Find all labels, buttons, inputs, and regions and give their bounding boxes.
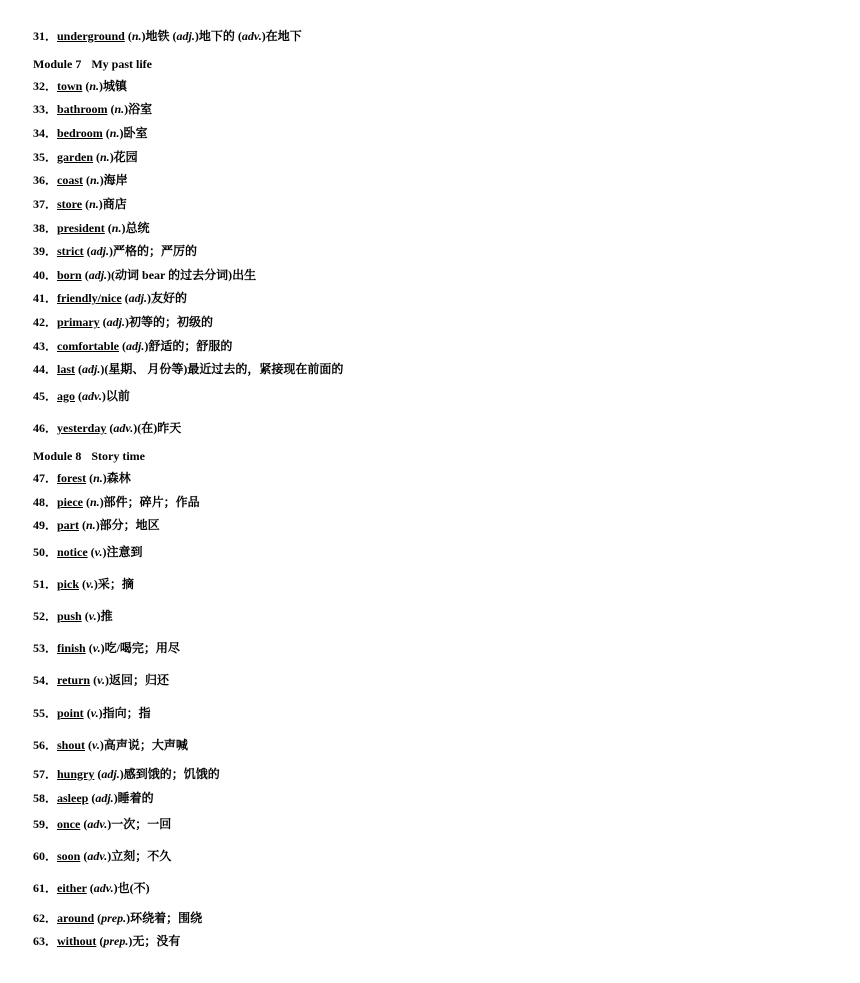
- entry-definition: [83, 495, 200, 509]
- vocab-entry: [33, 640, 180, 656]
- definition-text: )立刻；不久: [107, 849, 172, 863]
- entry-definition: [119, 339, 232, 353]
- definition-text: (: [83, 706, 91, 720]
- definition-text: (: [83, 173, 90, 187]
- entry-definition: [86, 641, 180, 655]
- vocab-entry: [33, 220, 149, 236]
- entry-definition: [125, 29, 302, 43]
- entry-word: underground: [57, 29, 125, 43]
- definition-text: )森林: [102, 471, 131, 485]
- definition-text: )也(不): [113, 881, 150, 895]
- entry-word: without: [57, 934, 97, 948]
- entry-word: either: [57, 881, 87, 895]
- entry-definition: [100, 315, 213, 329]
- definition-text: (: [107, 102, 115, 116]
- entry-definition: [82, 609, 113, 623]
- entry-number: 38．: [33, 221, 58, 235]
- entry-word: hungry: [57, 767, 95, 781]
- entry-definition: [83, 173, 128, 187]
- entry-word: store: [57, 197, 83, 211]
- definition-text: )卧室: [119, 126, 148, 140]
- entry-number: 59．: [33, 817, 58, 831]
- entry-definition: [107, 102, 152, 116]
- vocab-entry: [33, 672, 169, 688]
- entry-definition: [80, 849, 171, 863]
- definition-text: (: [118, 339, 126, 353]
- entry-word: coast: [57, 173, 83, 187]
- part-of-speech: adj.: [176, 29, 195, 43]
- entry-definition: [88, 545, 143, 559]
- entry-word: president: [57, 221, 105, 235]
- part-of-speech: n.: [89, 79, 100, 93]
- definition-text: (: [83, 244, 91, 258]
- entry-number: 37．: [33, 197, 58, 211]
- entry-definition: [90, 673, 169, 687]
- definition-text: )总统: [121, 221, 150, 235]
- entry-definition: [82, 197, 127, 211]
- entry-definition: [94, 911, 202, 925]
- vocab-entry: [33, 470, 131, 486]
- part-of-speech: n.: [93, 471, 103, 485]
- entry-definition: [122, 291, 187, 305]
- entry-definition: [96, 934, 180, 948]
- definition-text: (: [86, 881, 94, 895]
- part-of-speech: n.: [90, 173, 100, 187]
- entry-word: yesterday: [57, 421, 107, 435]
- part-of-speech: n.: [100, 150, 110, 164]
- entry-definition: [103, 126, 148, 140]
- vocab-entry: [33, 544, 143, 560]
- vocab-entry: [33, 790, 154, 806]
- definition-text: )友好的: [147, 291, 188, 305]
- part-of-speech: adv.: [113, 421, 134, 435]
- vocab-entry: [33, 880, 150, 896]
- vocab-entry: [33, 196, 127, 212]
- entry-number: 60．: [33, 849, 58, 863]
- entry-word: forest: [57, 471, 87, 485]
- definition-text: )城镇: [99, 79, 128, 93]
- definition-text: (: [90, 673, 98, 687]
- part-of-speech: adj.: [128, 291, 148, 305]
- definition-text: )指向；指: [98, 706, 151, 720]
- definition-text: (: [88, 791, 96, 805]
- vocab-entry: [33, 737, 188, 753]
- part-of-speech: n.: [111, 221, 122, 235]
- entry-number: 61．: [33, 881, 58, 895]
- definition-text: (: [80, 817, 88, 831]
- definition-text: )以前: [101, 389, 130, 403]
- entry-word: asleep: [57, 791, 89, 805]
- part-of-speech: adv.: [87, 849, 108, 863]
- entry-definition: [80, 817, 171, 831]
- part-of-speech: adj.: [95, 791, 114, 805]
- entry-number: 42．: [33, 315, 58, 329]
- definition-text: )(星期、 月份等)最近过去的，紧接现在前面的: [100, 362, 344, 376]
- part-of-speech: adv.: [82, 389, 102, 403]
- vocab-entry: [33, 910, 202, 926]
- entry-number: 62．: [33, 911, 58, 925]
- part-of-speech: v.: [97, 673, 105, 687]
- vocab-entry: [33, 361, 343, 377]
- vocab-entry: [33, 576, 134, 592]
- entry-definition: [106, 421, 181, 435]
- entry-word: push: [57, 609, 82, 623]
- entry-number: 45．: [33, 389, 58, 403]
- definition-text: )采；摘: [93, 577, 134, 591]
- entry-definition: [75, 362, 343, 376]
- entry-number: 48．: [33, 495, 58, 509]
- definition-text: )(动词 bear 的过去分词)出生: [107, 268, 257, 282]
- module-title: Story time: [91, 449, 145, 463]
- part-of-speech: prep.: [103, 934, 129, 948]
- entry-number: 58．: [33, 791, 58, 805]
- part-of-speech: adj.: [88, 268, 108, 282]
- vocab-entry: [33, 172, 128, 188]
- entry-number: 31．: [33, 29, 58, 43]
- definition-text: )推: [96, 609, 113, 623]
- definition-text: )地下的 (: [194, 29, 242, 43]
- definition-text: (: [79, 577, 87, 591]
- entry-definition: [82, 79, 127, 93]
- definition-text: (: [86, 471, 94, 485]
- entry-word: shout: [57, 738, 86, 752]
- part-of-speech: v.: [88, 609, 97, 623]
- definition-text: (: [104, 221, 112, 235]
- vocab-entry: [33, 494, 200, 510]
- module-label: Module 8: [33, 449, 82, 463]
- vocab-entry: [33, 388, 130, 404]
- definition-text: (: [75, 389, 82, 403]
- definition-text: )环绕着；围绕: [126, 911, 203, 925]
- definition-text: )地铁 (: [141, 29, 177, 43]
- entry-word: primary: [57, 315, 100, 329]
- definition-text: (: [106, 421, 114, 435]
- vocab-entry: [33, 816, 171, 832]
- module-label: Module 7: [33, 57, 82, 71]
- definition-text: (: [96, 934, 104, 948]
- entry-word: last: [57, 362, 75, 376]
- part-of-speech: n.: [89, 197, 99, 211]
- entry-definition: [75, 389, 130, 403]
- definition-text: (: [121, 291, 129, 305]
- entry-word: notice: [57, 545, 88, 559]
- entry-number: 52．: [33, 609, 58, 623]
- definition-text: )海岸: [99, 173, 128, 187]
- part-of-speech: n.: [109, 126, 120, 140]
- module-heading: [33, 56, 152, 72]
- part-of-speech: adv.: [93, 881, 114, 895]
- entry-number: 57．: [33, 767, 58, 781]
- part-of-speech: n.: [86, 518, 96, 532]
- entry-number: 33．: [33, 102, 58, 116]
- definition-text: )一次；一回: [107, 817, 172, 831]
- definition-text: (: [87, 545, 95, 559]
- definition-text: )浴室: [124, 102, 153, 116]
- definition-text: )无；没有: [128, 934, 181, 948]
- vocab-entry: [33, 420, 181, 436]
- definition-text: )注意到: [102, 545, 143, 559]
- part-of-speech: v.: [94, 545, 103, 559]
- part-of-speech: adj.: [82, 362, 101, 376]
- part-of-speech: adv.: [241, 29, 262, 43]
- vocab-entry: [33, 78, 127, 94]
- entry-definition: [93, 150, 138, 164]
- vocab-entry: [33, 28, 302, 44]
- definition-text: (: [99, 315, 107, 329]
- entry-word: bedroom: [57, 126, 103, 140]
- entry-word: piece: [57, 495, 83, 509]
- entry-number: 41．: [33, 291, 58, 305]
- entry-number: 35．: [33, 150, 58, 164]
- entry-number: 47．: [33, 471, 58, 485]
- definition-text: )舒适的；舒服的: [144, 339, 233, 353]
- definition-text: )感到饿的；饥饿的: [119, 767, 220, 781]
- entry-number: 43．: [33, 339, 58, 353]
- definition-text: (: [102, 126, 110, 140]
- definition-text: (: [85, 641, 93, 655]
- definition-text: (: [85, 738, 93, 752]
- entry-number: 39．: [33, 244, 58, 258]
- definition-text: )花园: [109, 150, 138, 164]
- entry-number: 53．: [33, 641, 58, 655]
- vocab-entry: [33, 705, 151, 721]
- entry-word: finish: [57, 641, 86, 655]
- entry-word: bathroom: [57, 102, 108, 116]
- part-of-speech: adj.: [106, 315, 125, 329]
- entry-word: friendly/nice: [57, 291, 122, 305]
- part-of-speech: v.: [92, 738, 100, 752]
- entry-word: soon: [57, 849, 81, 863]
- part-of-speech: adj.: [125, 339, 145, 353]
- entry-number: 50．: [33, 545, 58, 559]
- definition-text: )部件；碎片；作品: [99, 495, 200, 509]
- part-of-speech: n.: [131, 29, 142, 43]
- entry-word: part: [57, 518, 79, 532]
- entry-word: point: [57, 706, 84, 720]
- definition-text: (: [83, 495, 90, 509]
- definition-text: )严格的；严厉的: [109, 244, 197, 258]
- definition-text: (: [75, 362, 82, 376]
- part-of-speech: n.: [114, 102, 125, 116]
- definition-text: (: [124, 29, 132, 43]
- vocab-entry: [33, 243, 197, 259]
- entry-definition: [85, 738, 188, 752]
- entry-word: ago: [57, 389, 75, 403]
- definition-text: )吃/喝完；用尽: [100, 641, 180, 655]
- part-of-speech: adj.: [90, 244, 109, 258]
- vocab-entry: [33, 314, 213, 330]
- part-of-speech: n.: [90, 495, 100, 509]
- definition-text: )商店: [98, 197, 127, 211]
- entry-word: strict: [57, 244, 84, 258]
- part-of-speech: adv.: [87, 817, 108, 831]
- part-of-speech: v.: [92, 641, 101, 655]
- entry-definition: [94, 767, 219, 781]
- entry-number: 32．: [33, 79, 58, 93]
- vocab-entry: [33, 125, 147, 141]
- entry-definition: [79, 577, 134, 591]
- entry-word: once: [57, 817, 81, 831]
- vocab-entry: [33, 608, 113, 624]
- definition-text: )返回；归还: [105, 673, 169, 687]
- entry-definition: [88, 791, 153, 805]
- entry-number: 34．: [33, 126, 58, 140]
- definition-text: )初等的；初级的: [125, 315, 213, 329]
- definition-text: (: [79, 518, 86, 532]
- definition-text: )高声说；大声喊: [99, 738, 188, 752]
- vocab-entry: [33, 933, 180, 949]
- vocab-entry: [33, 267, 256, 283]
- module-heading: [33, 448, 145, 464]
- entry-word: garden: [57, 150, 93, 164]
- entry-word: comfortable: [57, 339, 119, 353]
- vocab-entry: [33, 290, 187, 306]
- part-of-speech: adj.: [101, 767, 120, 781]
- entry-definition: [105, 221, 150, 235]
- entry-word: town: [57, 79, 83, 93]
- definition-text: )睡着的: [113, 791, 154, 805]
- entry-word: pick: [57, 577, 80, 591]
- entry-number: 46．: [33, 421, 58, 435]
- entry-number: 63．: [33, 934, 58, 948]
- entry-word: born: [57, 268, 82, 282]
- definition-text: (: [81, 609, 89, 623]
- entry-number: 49．: [33, 518, 58, 532]
- definition-text: (: [82, 79, 90, 93]
- entry-number: 51．: [33, 577, 58, 591]
- definition-text: (: [80, 849, 88, 863]
- definition-text: (: [94, 767, 102, 781]
- module-title: My past life: [91, 57, 152, 71]
- vocab-entry: [33, 848, 171, 864]
- vocab-entry: [33, 766, 220, 782]
- vocab-entry: [33, 517, 160, 533]
- definition-text: (: [82, 197, 90, 211]
- definition-text: (: [81, 268, 89, 282]
- definition-text: (: [94, 911, 102, 925]
- part-of-speech: prep.: [101, 911, 127, 925]
- entry-number: 40．: [33, 268, 58, 282]
- entry-number: 44．: [33, 362, 58, 376]
- part-of-speech: v.: [86, 577, 94, 591]
- vocab-entry: [33, 338, 232, 354]
- entry-definition: [79, 518, 160, 532]
- entry-number: 56．: [33, 738, 58, 752]
- entry-word: return: [57, 673, 91, 687]
- entry-word: around: [57, 911, 95, 925]
- definition-text: )在地下: [261, 29, 302, 43]
- entry-definition: [87, 881, 150, 895]
- definition-text: (: [93, 150, 100, 164]
- definition-text: )部分；地区: [95, 518, 160, 532]
- entry-number: 36．: [33, 173, 58, 187]
- definition-text: )(在)昨天: [133, 421, 182, 435]
- entry-definition: [84, 244, 197, 258]
- vocab-entry: [33, 149, 138, 165]
- entry-definition: [84, 706, 151, 720]
- entry-number: 55．: [33, 706, 58, 720]
- entry-number: 54．: [33, 673, 58, 687]
- entry-definition: [82, 268, 256, 282]
- part-of-speech: v.: [90, 706, 99, 720]
- entry-definition: [86, 471, 131, 485]
- vocab-entry: [33, 101, 152, 117]
